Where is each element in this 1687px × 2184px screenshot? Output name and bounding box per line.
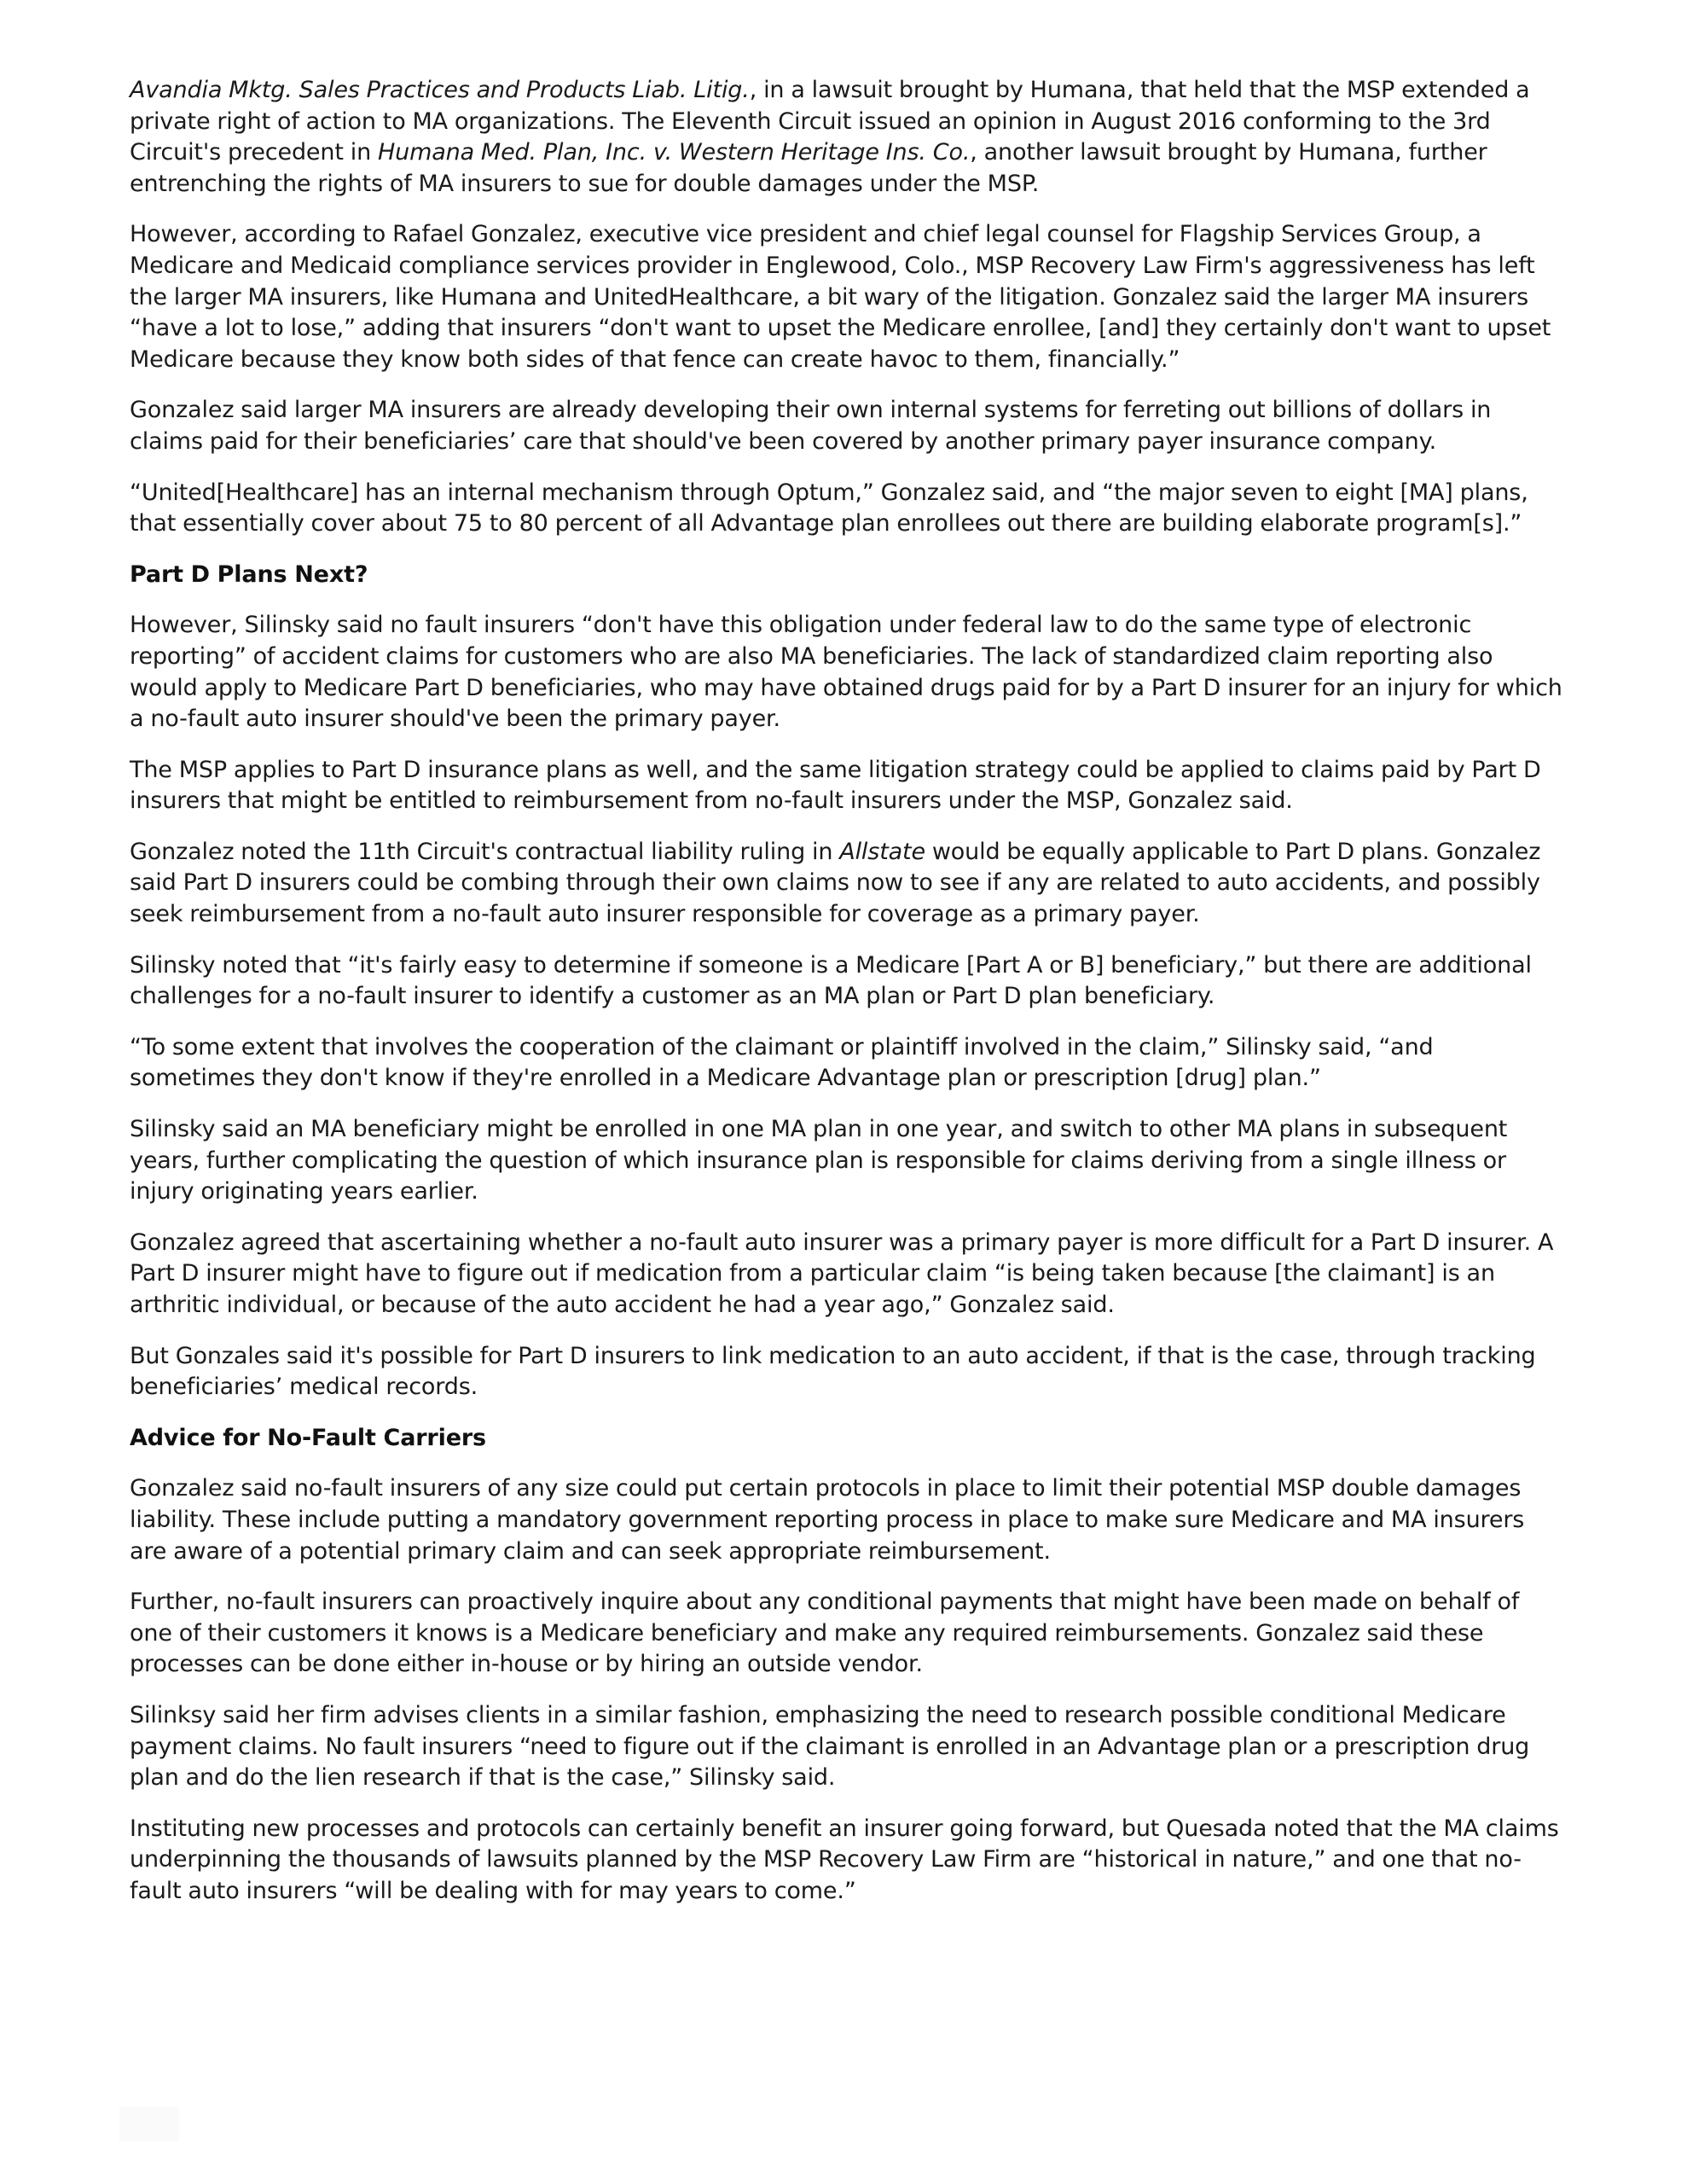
- paragraph: [130, 478, 1562, 540]
- document-page: [130, 75, 1562, 1927]
- paragraph: [130, 75, 1562, 200]
- text-run: Further, no-fault insurers can proactively inquire about any conditional payments that might have been made on behalf of one of their customers it knows is a Medicare beneficiary and make any required reimbursements. Gonzalez said these processes can be done either in-house or by hiring an outside vendor.: [130, 1589, 1520, 1678]
- text-run: would be equally applicable to Part D plans. Gonzalez said Part D insurers could be combing through their own claims now to see if any are related to auto accidents, and possibly seek reimbursement from a no-fault auto insurer responsible for coverage as a primary payer.: [130, 838, 1541, 928]
- paragraph: [130, 1228, 1562, 1321]
- text-run: However, according to Rafael Gonzalez, executive vice president and chief legal counsel for Flagship Services Group, a Medicare and Medicaid compliance services provider in Englewood, Colo., MSP Recovery Law Firm's aggressiveness has left the larger MA insurers, like Humana and UnitedHealthcare, a bit wary of the litigation. Gonzalez said the larger MA insurers “have a lot to lose,” adding that insurers “don't want to upset the Medicare enrollee, [and] they certainly don't want to upset Medicare because they know both sides of that fence can create havoc to them, financially.”: [130, 221, 1551, 373]
- paragraph: [130, 837, 1562, 931]
- paragraph: [130, 1587, 1562, 1681]
- section-heading-advice: Advice for No-Fault Carriers: [130, 1424, 486, 1451]
- text-run: Silinksy said her firm advises clients in a similar fashion, emphasizing the need to research possible conditional Medicare payment claims. No fault insurers “need to figure out if the claimant is enrolled in an Advantage plan or a prescription drug plan and do the lien research if that is the case,” Silinsky said.: [130, 1701, 1530, 1792]
- section-heading-part-d: Part D Plans Next?: [130, 561, 368, 588]
- paragraph: [130, 1114, 1562, 1208]
- text-run: Gonzalez agreed that ascertaining whether a no-fault auto insurer was a primary payer is more difficult for a Part D insurer. A Part D insurer might have to figure out if medication from a particular claim “is being taken because [the claimant] is an arthritic individual, or because of the auto accident he had a year ago,” Gonzalez said.: [130, 1228, 1554, 1318]
- paragraph: [130, 1341, 1562, 1403]
- paragraph: [130, 755, 1562, 817]
- paragraph: [130, 610, 1562, 735]
- paragraph: [130, 1032, 1562, 1095]
- text-run: Silinsky noted that “it's fairly easy to determine if someone is a Medicare [Part A or B] beneficiary,” but there are additional challenges for a no-fault insurer to identify a customer as an MA plan or Part D plan beneficiary.: [130, 951, 1532, 1010]
- text-run: Gonzalez noted the 11th Circuit's contractual liability ruling in: [130, 838, 840, 865]
- paragraph: [130, 950, 1562, 1013]
- text-run: However, Silinsky said no fault insurers “don't have this obligation under federal law to do the same type of electronic reporting” of accident claims for customers who are also MA beneficiaries. The lack of standardized claim reporting also would apply to Medicare Part D beneficiaries, who may have obtained drugs paid for by a Part D insurer for an injury for which a no-fault auto insurer should've been the primary payer.: [130, 612, 1562, 733]
- paragraph: [130, 1473, 1562, 1567]
- text-run: The MSP applies to Part D insurance plans as well, and the same litigation strategy could be applied to claims paid by Part D insurers that might be entitled to reimbursement from no-fault insurers under the MSP, Gonzalez said.: [130, 756, 1541, 815]
- text-run: “United[Healthcare] has an internal mechanism through Optum,” Gonzalez said, and “the major seven to eight [MA] plans, that essentially cover about 75 to 80 percent of all Advantage plan enrollees out there are building elaborate program[s].”: [130, 479, 1528, 537]
- scan-artifact: [119, 2107, 179, 2141]
- text-run: But Gonzales said it's possible for Part D insurers to link medication to an auto accident, if that is the case, through tracking beneficiaries’ medical records.: [130, 1342, 1536, 1401]
- text-run: “To some extent that involves the cooperation of the claimant or plaintiff involved in the claim,” Silinsky said, “and sometimes they don't know if they're enrolled in a Medicare Advantage plan or prescription [drug] plan.”: [130, 1033, 1434, 1092]
- paragraph: [130, 219, 1562, 375]
- text-run: Instituting new processes and protocols can certainly benefit an insurer going forward, but Quesada noted that the MA claims underpinning the thousands of lawsuits planned by the MSP Recovery Law Firm are “historical in nature,” and one that no-fault auto insurers “will be dealing with for may years to come.”: [130, 1815, 1559, 1904]
- case-citation: Allstate: [839, 838, 925, 865]
- paragraph: [130, 1700, 1562, 1794]
- case-citation: Humana Med. Plan, Inc. v. Western Heritage Ins. Co.: [377, 139, 971, 166]
- text-run: Silinsky said an MA beneficiary might be enrolled in one MA plan in one year, and switch to other MA plans in subsequent years, further complicating the question of which insurance plan is responsible for claims deriving from a single illness or injury originating years earlier.: [130, 1116, 1508, 1205]
- text-run: Gonzalez said no-fault insurers of any size could put certain protocols in place to limit their potential MSP double damages liability. These include putting a mandatory government reporting process in place to make sure Medicare and MA insurers are aware of a potential primary claim and can seek appropriate reimbursement.: [130, 1475, 1525, 1565]
- case-citation: Avandia Mktg. Sales Practices and Products Liab. Litig.: [130, 77, 750, 103]
- text-run: , another lawsuit brought by Humana, further entrenching the rights of MA insurers to sue for double damages under the MSP.: [130, 139, 1487, 197]
- paragraph: [130, 395, 1562, 457]
- paragraph: [130, 1814, 1562, 1908]
- text-run: Gonzalez said larger MA insurers are already developing their own internal systems for ferreting out billions of dollars in claims paid for their beneficiaries’ care that should've been covered by another primary payer insurance company.: [130, 397, 1492, 455]
- text-run: , in a lawsuit brought by Humana, that held that the MSP extended a private right of action to MA organizations. The Eleventh Circuit issued an opinion in August 2016 conforming to the 3rd Circuit's precedent in: [130, 77, 1530, 166]
